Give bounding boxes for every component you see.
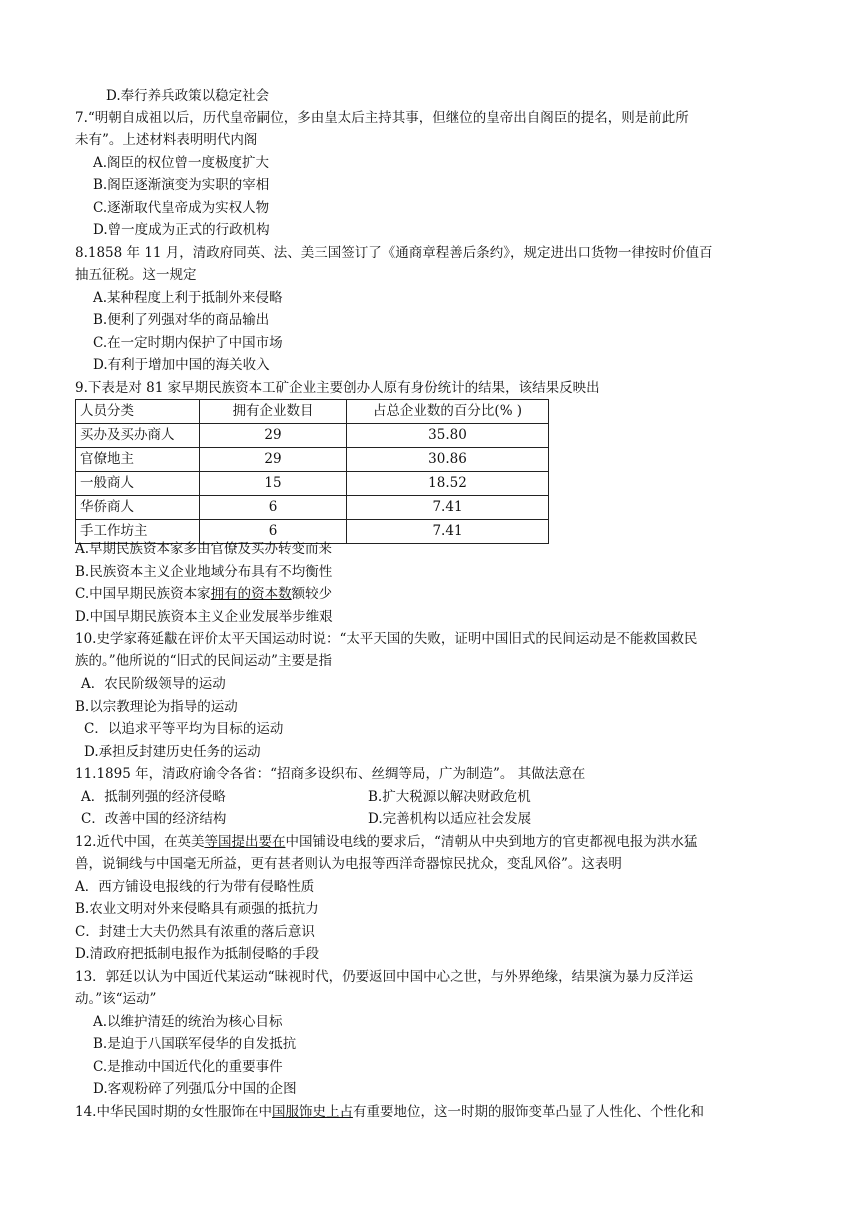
underlined-text: 拥有的资本数 [210,586,292,602]
q8-option-c: C.在一定时期内保护了中国市场 [93,335,283,351]
table-cell-category: 华侨商人 [76,496,200,520]
q11-option-a: A．抵制列强的经济侵略 [81,789,226,805]
q10-option-c: C．以追求平等平均为目标的运动 [84,721,284,737]
identity-statistics-table [75,399,549,544]
q12-option-d: D.清政府把抵制电报作为抵制侵略的手段 [75,946,320,962]
table-row [76,496,549,520]
table-cell-category: 买办及买办商人 [76,424,200,448]
table-cell-count: 6 [200,496,347,520]
q13-option-a: A.以维护清廷的统治为核心目标 [93,1014,283,1030]
q7-option-b: B.阁臣逐渐演变为实职的宰相 [93,177,270,193]
table-header-cell: 占总企业数的百分比(% ) [347,400,549,424]
q10-option-a: A．农民阶级领导的运动 [81,676,226,692]
q7-stem-line-1: 7.“明朝自成祖以后，历代皇帝嗣位，多由皇太后主持其事，但继位的皇帝出自阁臣的提名，则是前此所 [75,110,689,126]
table-row [76,424,549,448]
q6-option-d: D.奉行养兵政策以稳定社会 [106,88,270,104]
q14-stem-line-1: 14.中华民国时期的女性服饰在中国服饰史上占有重要地位，这一时期的服饰变革凸显了人性化、个性化和 [75,1104,704,1120]
table-cell-percent: 35.80 [347,424,549,448]
q12-stem-line-1: 12.近代中国，在英美等国提出要在中国铺设电线的要求后，“清朝从中央到地方的官吏都视电报为洪水猛 [75,834,698,850]
q11-option-d: D.完善机构以适应社会发展 [368,811,532,827]
table-cell-count: 15 [200,472,347,496]
q13-option-b: B.是迫于八国联军侵华的自发抵抗 [93,1036,297,1052]
q7-option-d: D.曾一度成为正式的行政机构 [93,222,270,238]
table-cell-count: 29 [200,448,347,472]
q8-stem-line-1: 8.1858 年 11 月，清政府同英、法、美三国签订了《通商章程善后条约》，规定进出口货物一律按时价值百 [75,245,713,261]
q8-stem-line-2: 抽五征税。这一规定 [75,267,197,283]
q12-option-b: B.农业文明对外来侵略具有顽强的抵抗力 [75,901,319,917]
q9-stem: 9.下表是对 81 家早期民族资本工矿企业主要创办人原有身份统计的结果，该结果反映出 [75,380,600,396]
q13-stem-line-1: 13．郭廷以认为中国近代某运动“昧视时代，仍要返回中国中心之世，与外界绝缘，结果演为暴力反洋运 [75,969,694,985]
q10-stem-line-1: 10.史学家蒋延黻在评价太平天国运动时说：“太平天国的失败，证明中国旧式的民间运动是不能救国救民 [75,631,698,647]
table-cell-percent: 18.52 [347,472,549,496]
q7-stem-line-2: 未有”。上述材料表明明代内阁 [75,132,258,148]
q9-option-c: C.中国早期民族资本家拥有的资本数额较少 [75,586,333,602]
q9-option-a: A.早期民族资本家多由官僚及买办转变而来 [75,541,333,557]
q7-option-c: C.逐渐取代皇帝成为实权人物 [93,200,270,216]
q10-option-b: B.以宗教理论为指导的运动 [75,699,238,715]
q13-option-d: D.客观粉碎了列强瓜分中国的企图 [93,1081,297,1097]
q10-stem-line-2: 族的。”他所说的“旧式的民间运动”主要是指 [75,653,332,669]
underlined-text: 等国提出要在 [204,834,286,850]
q8-option-a: A.某种程度上利于抵制外来侵略 [93,290,283,306]
table-header-row [76,400,549,424]
table-header-cell: 人员分类 [76,400,200,424]
table-row [76,448,549,472]
q13-stem-line-2: 动。”该“运动” [75,991,157,1007]
table-header-cell: 拥有企业数目 [200,400,347,424]
q12-option-a: A．西方铺设电报线的行为带有侵略性质 [75,879,315,895]
q11-option-c: C．改善中国的经济结构 [81,811,227,827]
q9-option-d: D.中国早期民族资本主义企业发展举步维艰 [75,609,333,625]
q8-option-b: B.便利了列强对华的商品输出 [93,312,270,328]
q12-option-c: C．封建士大夫仍然具有浓重的落后意识 [75,924,315,940]
q8-option-d: D.有利于增加中国的海关收入 [93,357,270,373]
table-cell-count: 29 [200,424,347,448]
table-cell-percent: 7.41 [347,496,549,520]
q11-stem: 11.1895 年，清政府谕令各省：“招商多设织布、丝绸等局，广为制造”。 其做法意在 [75,766,586,782]
table-cell-percent: 30.86 [347,448,549,472]
table-cell-count: 6 [200,520,347,544]
q9-option-b: B.民族资本主义企业地域分布具有不均衡性 [75,564,333,580]
table-cell-category: 一般商人 [76,472,200,496]
q11-option-b: B.扩大税源以解决财政危机 [368,789,531,805]
table-cell-category: 手工作坊主 [76,520,200,544]
table-cell-category: 官僚地主 [76,448,200,472]
underlined-text: 国服饰史上占 [271,1104,353,1120]
q12-stem-line-2: 兽，说铜线与中国毫无所益，更有甚者则认为电报等西洋奇器惊民扰众，变乱风俗”。这表明 [75,856,622,872]
table-cell-percent: 7.41 [347,520,549,544]
q7-option-a: A.阁臣的权位曾一度极度扩大 [93,155,270,171]
table-row [76,472,549,496]
q13-option-c: C.是推动中国近代化的重要事件 [93,1059,283,1075]
q10-option-d: D.承担反封建历史任务的运动 [84,744,261,760]
